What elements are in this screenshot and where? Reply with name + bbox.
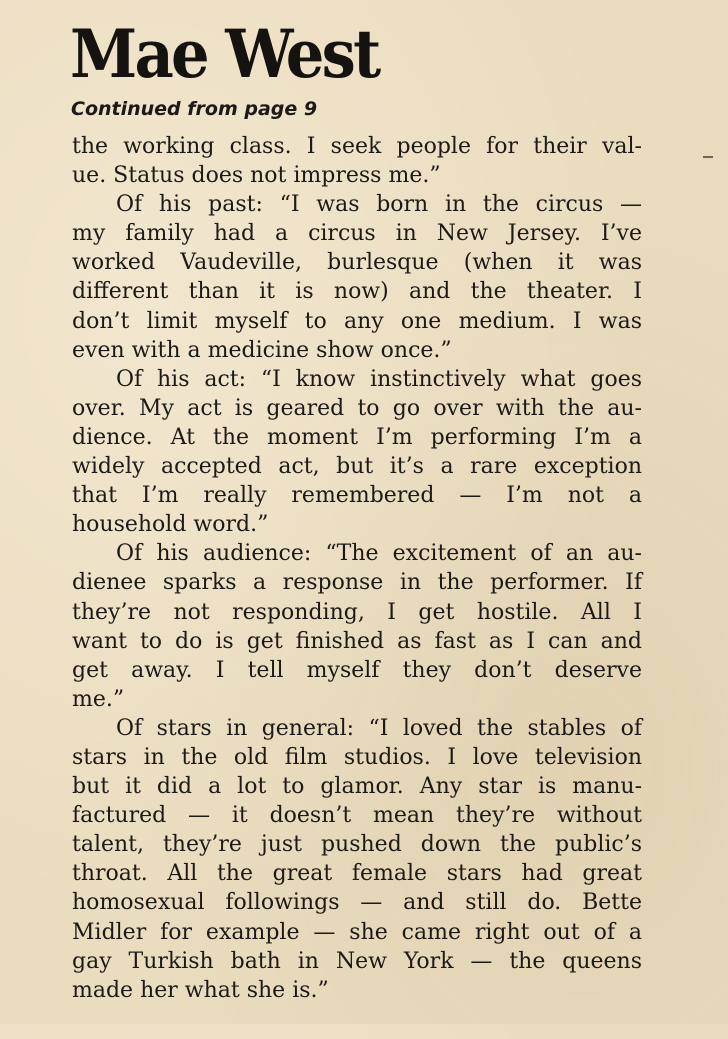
- article-line: homosexual followings — and still do. Bette: [72, 890, 642, 916]
- article-line: factured — it doesn’t mean they’re without: [72, 803, 642, 829]
- article-line: throat. All the great female stars had great: [72, 861, 642, 887]
- article-line: don’t limit myself to any one medium. I was: [72, 308, 642, 334]
- article-line: Of his past: “I was born in the circus —: [116, 192, 642, 218]
- cutoff-line: [160, 1010, 680, 1039]
- article-line: dience. At the moment I’m performing I’m a: [72, 424, 642, 450]
- article-body: [72, 132, 642, 1005]
- article-line: that I’m really remembered — I’m not a: [72, 483, 642, 509]
- continued-from-note: Continued from page 9: [71, 98, 318, 120]
- article-line: but it did a lot to glamor. Any star is manu-: [72, 774, 642, 800]
- article-line: Of stars in general: “I loved the stables of: [116, 715, 642, 741]
- article-line: talent, they’re just pushed down the public’s: [72, 832, 642, 858]
- article-line: they’re not responding, I get hostile. All I: [72, 599, 642, 625]
- article-line: ue. Status does not impress me.”: [72, 163, 441, 189]
- article-line: made her what she is.”: [72, 977, 329, 1003]
- article-line: household word.”: [72, 512, 269, 538]
- article-line: even with a medicine show once.”: [72, 337, 452, 363]
- article-line: dienee sparks a response in the performer. If: [72, 570, 642, 596]
- article-line: Midler for example — she came right out of a: [72, 919, 642, 945]
- article-line: the working class. I seek people for their val-: [72, 134, 642, 159]
- article-line: widely accepted act, but it’s a rare exception: [72, 454, 642, 480]
- article-line: stars in the old film studios. I love television: [72, 744, 642, 770]
- article-line: get away. I tell myself they don’t deserve: [72, 657, 642, 683]
- article-line: me.”: [72, 686, 125, 712]
- article-line: worked Vaudeville, burlesque (when it was: [72, 250, 642, 276]
- article-line: Of his audience: “The excitement of an au-: [116, 541, 642, 567]
- article-line: gay Turkish bath in New York — the queens: [72, 948, 642, 974]
- headline: Mae West: [70, 15, 379, 93]
- article-line: want to do is get finished as fast as I can and: [72, 628, 642, 654]
- article-line: Of his act: “I know instinctively what goes: [116, 366, 642, 392]
- article-line: over. My act is geared to go over with the au-: [72, 395, 642, 421]
- article-line: my family had a circus in New Jersey. I’ve: [72, 221, 642, 247]
- margin-mark: [703, 156, 713, 158]
- article-line: different than it is now) and the theater. I: [72, 279, 642, 305]
